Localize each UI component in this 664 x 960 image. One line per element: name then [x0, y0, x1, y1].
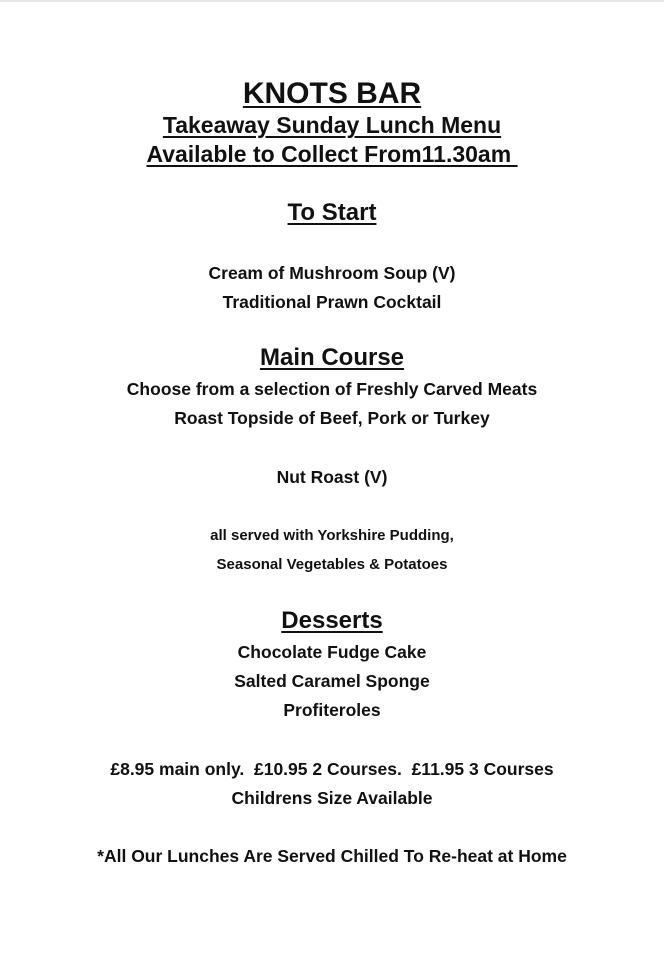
top-border	[0, 0, 664, 2]
price-list: £8.95 main only. £10.95 2 Courses. £11.95 3 Courses	[110, 759, 554, 779]
served-with-line: all served with Yorkshire Pudding,	[210, 527, 454, 544]
dessert-item: Salted Caramel Sponge	[234, 671, 430, 691]
main-course-line: Roast Topside of Beef, Pork or Turkey	[174, 408, 490, 428]
main-course-line: Choose from a selection of Freshly Carved Meats	[126, 379, 538, 399]
reheat-note: *All Our Lunches Are Served Chilled To Re-heat at Home	[97, 846, 567, 866]
childrens-size-note: Childrens Size Available	[231, 788, 433, 808]
starters-heading: To Start	[287, 199, 377, 226]
starter-item: Cream of Mushroom Soup (V)	[208, 263, 456, 283]
menu-title: KNOTS BAR	[242, 77, 422, 110]
desserts-heading: Desserts	[281, 607, 383, 634]
starter-item: Traditional Prawn Cocktail	[222, 292, 442, 312]
dessert-item: Profiteroles	[283, 700, 381, 720]
menu-subtitle: Takeaway Sunday Lunch Menu	[162, 112, 502, 138]
vegetarian-option: Nut Roast (V)	[276, 467, 388, 487]
served-with-line: Seasonal Vegetables & Potatoes	[216, 556, 448, 573]
dessert-item: Chocolate Fudge Cake	[237, 642, 427, 662]
main-course-heading: Main Course	[259, 344, 405, 371]
collection-time: Available to Collect From11.30am	[146, 141, 518, 167]
